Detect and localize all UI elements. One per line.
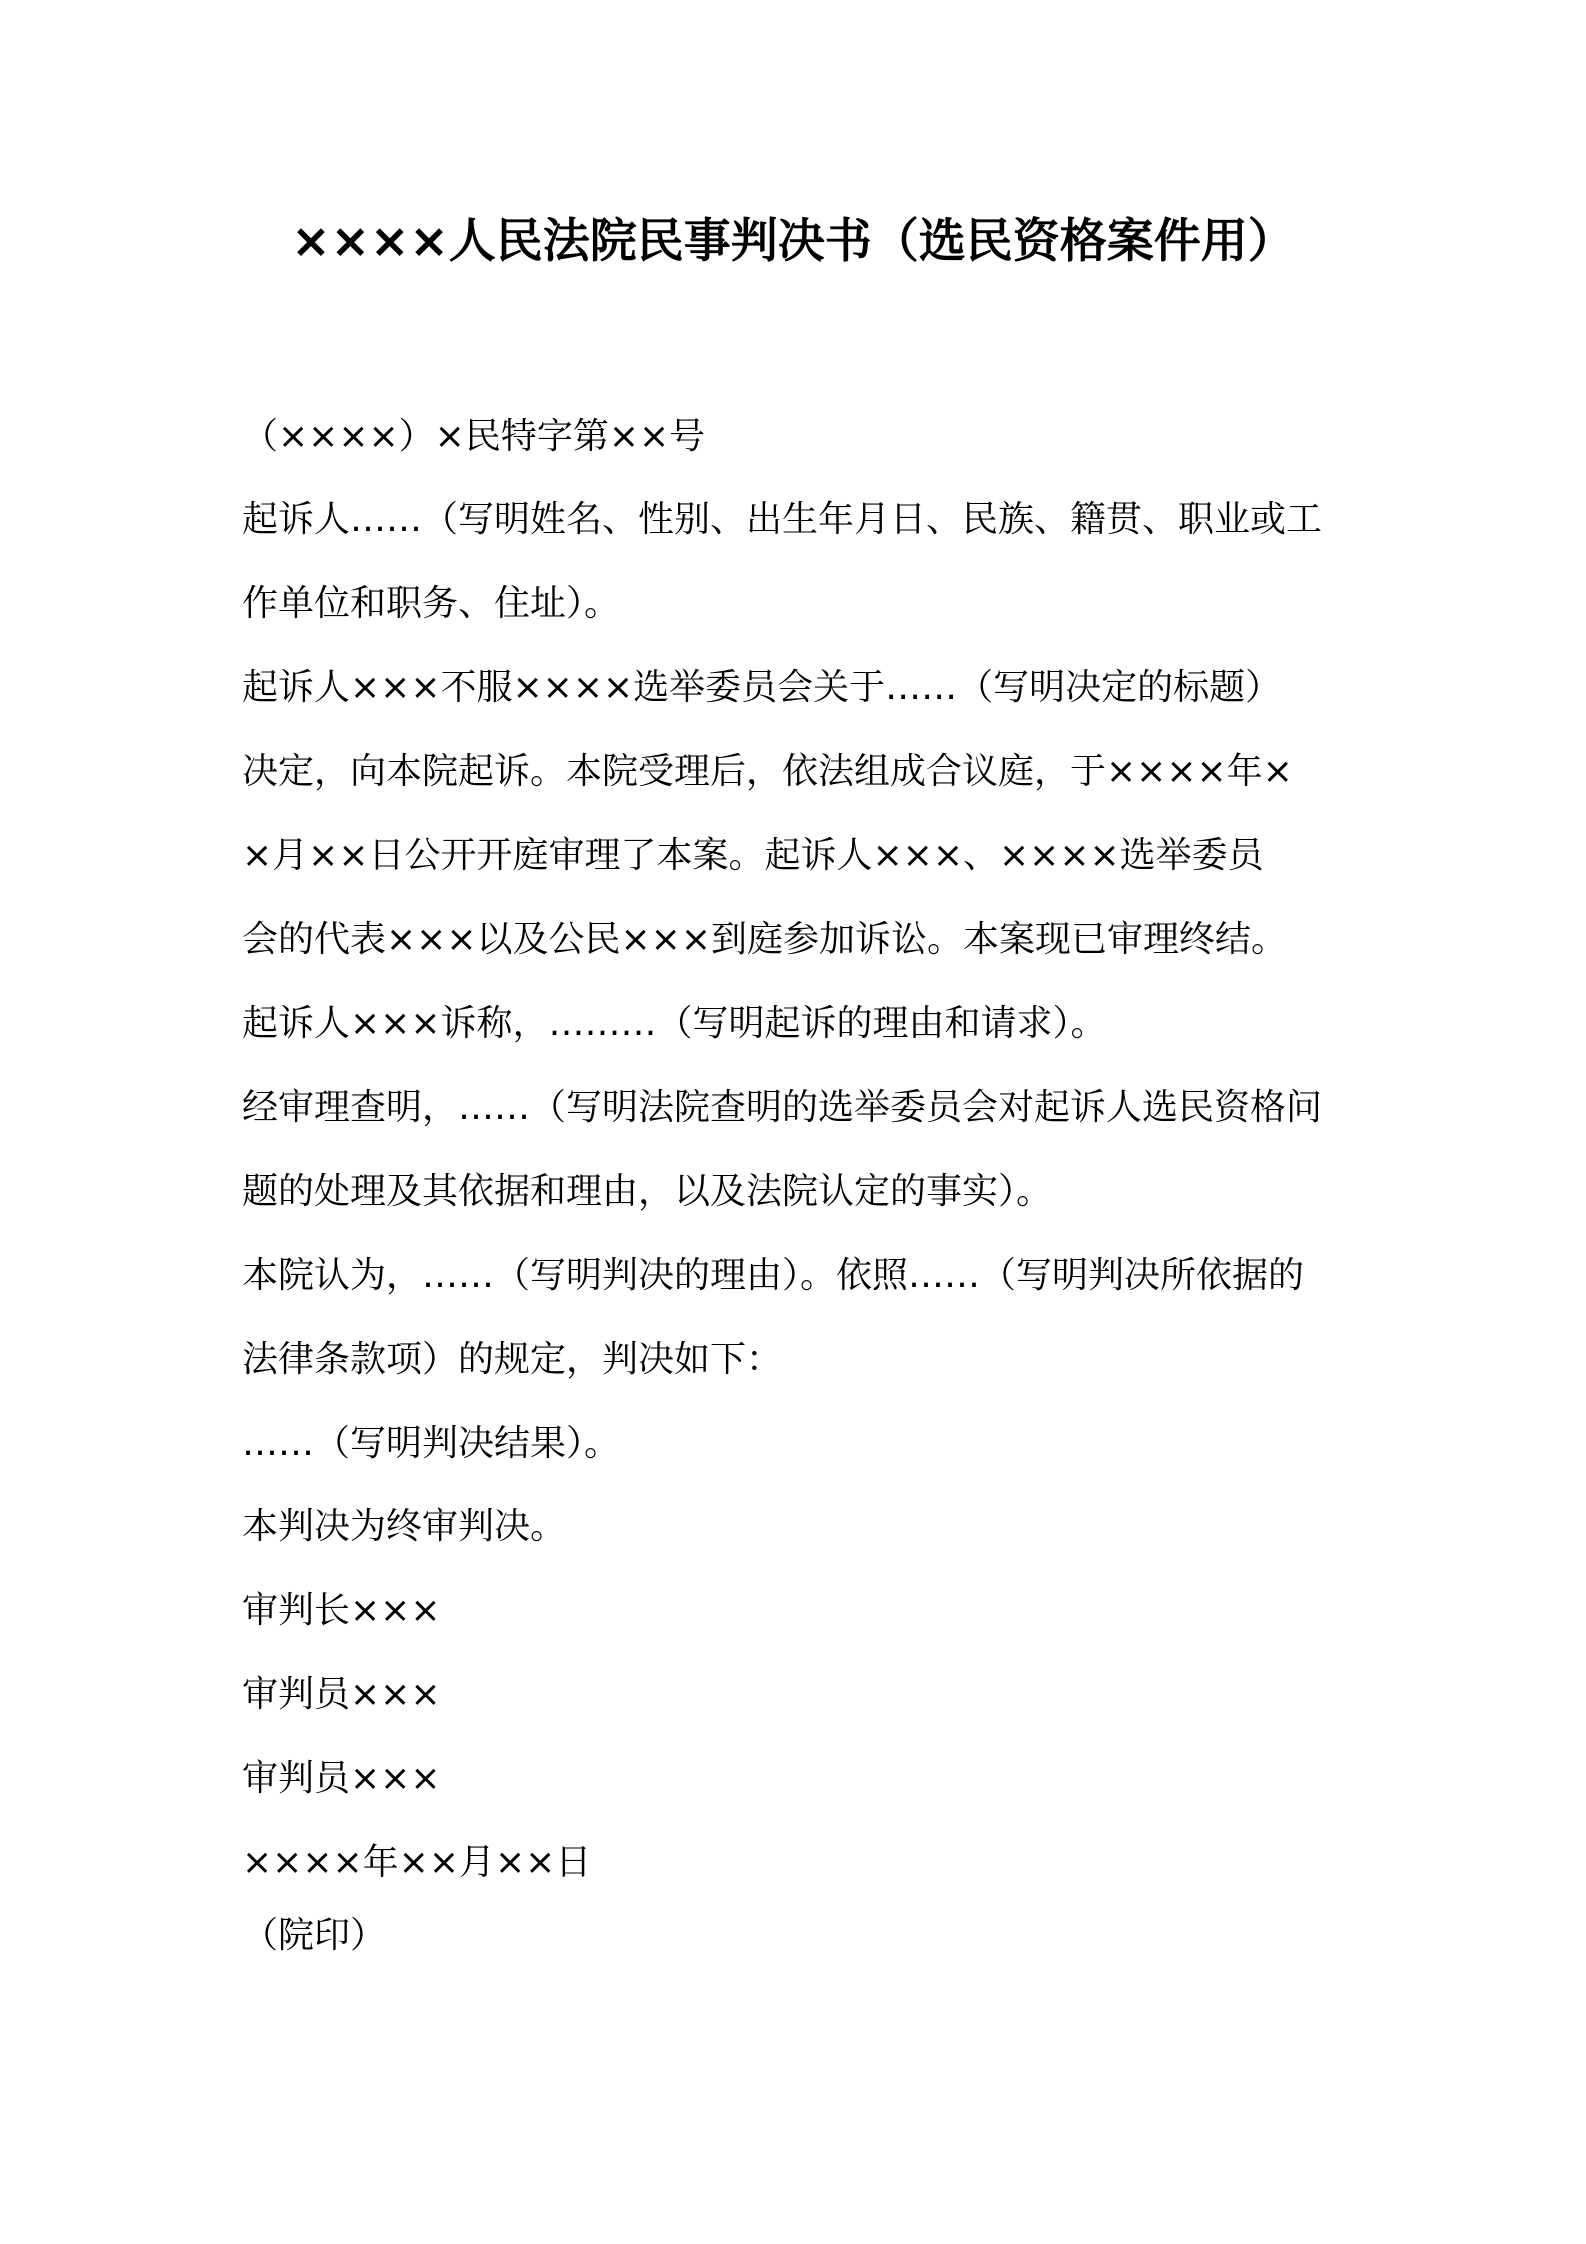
presiding-judge-signature: 审判长××× [242, 1590, 441, 1631]
court-reasoning-line-2: 法律条款项）的规定，判决如下： [242, 1339, 783, 1380]
judge-signature-1: 审判员××× [242, 1674, 441, 1715]
judgment-result-line: ……（写明判决结果）。 [242, 1423, 621, 1464]
case-background-line-1: 起诉人×××不服××××选举委员会关于……（写明决定的标题） [242, 667, 1282, 708]
case-background-line-3: ×月××日公开开庭审理了本案。起诉人×××、××××选举委员 [242, 835, 1264, 876]
plaintiff-claim-line: 起诉人×××诉称，………（写明起诉的理由和请求）。 [242, 1003, 1107, 1044]
findings-line-1: 经审理查明，……（写明法院查明的选举委员会对起诉人选民资格问 [242, 1087, 1323, 1128]
case-background-line-2: 决定，向本院起诉。本院受理后，依法组成合议庭，于××××年× [242, 751, 1293, 792]
judgment-date: ××××年××月××日 [242, 1842, 592, 1883]
court-seal-note: （院印） [242, 1915, 387, 1956]
plaintiff-info-line-2: 作单位和职务、住址）。 [242, 583, 621, 624]
plaintiff-info-line-1: 起诉人……（写明姓名、性别、出生年月日、民族、籍贯、职业或工 [242, 499, 1323, 540]
case-number: （××××）×民特字第××号 [242, 416, 706, 457]
findings-line-2: 题的处理及其依据和理由，以及法院认定的事实）。 [242, 1171, 1053, 1212]
judge-signature-2: 审判员××× [242, 1758, 441, 1799]
case-background-line-4: 会的代表×××以及公民×××到庭参加诉讼。本案现已审理终结。 [242, 919, 1287, 960]
document-title: ××××人民法院民事判决书（选民资格案件用） [291, 214, 1295, 269]
final-judgment-line: 本判决为终审判决。 [242, 1506, 567, 1547]
court-reasoning-line-1: 本院认为，……（写明判决的理由）。依照……（写明判决所依据的 [242, 1255, 1305, 1296]
